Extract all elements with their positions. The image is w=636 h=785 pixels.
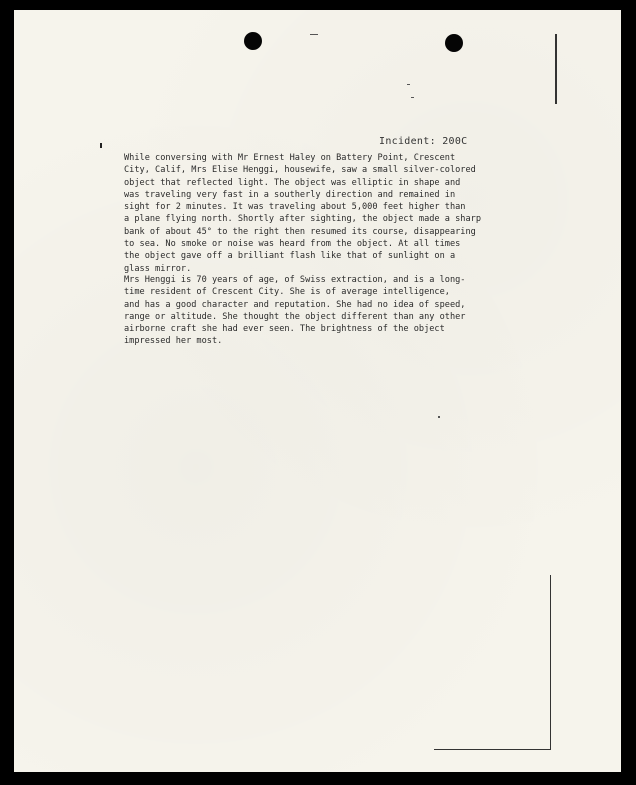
text-line: and has a good character and reputation. She had no idea of speed, — [124, 299, 466, 310]
incident-label: Incident: 200C — [379, 136, 468, 147]
paragraph-witness — [124, 274, 544, 348]
text-line: the object gave off a brilliant flash like that of sunlight on a — [124, 251, 456, 262]
text-line: Mrs Henggi is 70 years of age, of Swiss extraction, and is a long- — [124, 275, 466, 285]
text-line: sight for 2 minutes. It was traveling about 5,000 feet higher than — [124, 202, 466, 213]
page-edge-mark-bottom — [434, 749, 551, 750]
scan-speck — [100, 143, 102, 148]
text-line: a plane flying north. Shortly after sighting, the object made a sharp — [124, 214, 481, 225]
punch-hole-right — [445, 34, 463, 52]
scan-speck — [407, 84, 410, 85]
scan-speck — [438, 416, 440, 418]
text-line: impressed her most. — [124, 336, 223, 347]
text-line: time resident of Crescent City. She is of average intelligence, — [124, 287, 450, 298]
text-line: While conversing with Mr Ernest Haley on Battery Point, Crescent — [124, 153, 456, 163]
text-line: glass mirror. — [124, 263, 192, 274]
text-line: to sea. No smoke or noise was heard from the object. At all times — [124, 239, 461, 250]
paragraph-sighting — [124, 152, 544, 275]
scan-speck — [310, 34, 318, 35]
page-edge-mark-top — [555, 34, 557, 104]
text-line: airborne craft she had ever seen. The brightness of the object — [124, 324, 445, 335]
text-line: bank of about 45° to the right then resumed its course, disappearing — [124, 226, 476, 237]
page-edge-mark-right — [550, 575, 551, 750]
text-line: was traveling very fast in a southerly direction and remained in — [124, 189, 456, 200]
text-line: object that reflected light. The object was elliptic in shape and — [124, 177, 461, 188]
punch-hole-left — [244, 32, 262, 50]
text-line: range or altitude. She thought the object different than any other — [124, 311, 466, 322]
paper-page — [14, 10, 621, 772]
text-line: City, Calif, Mrs Elise Henggi, housewife, saw a small silver-colored — [124, 165, 476, 176]
scan-speck — [411, 97, 414, 98]
